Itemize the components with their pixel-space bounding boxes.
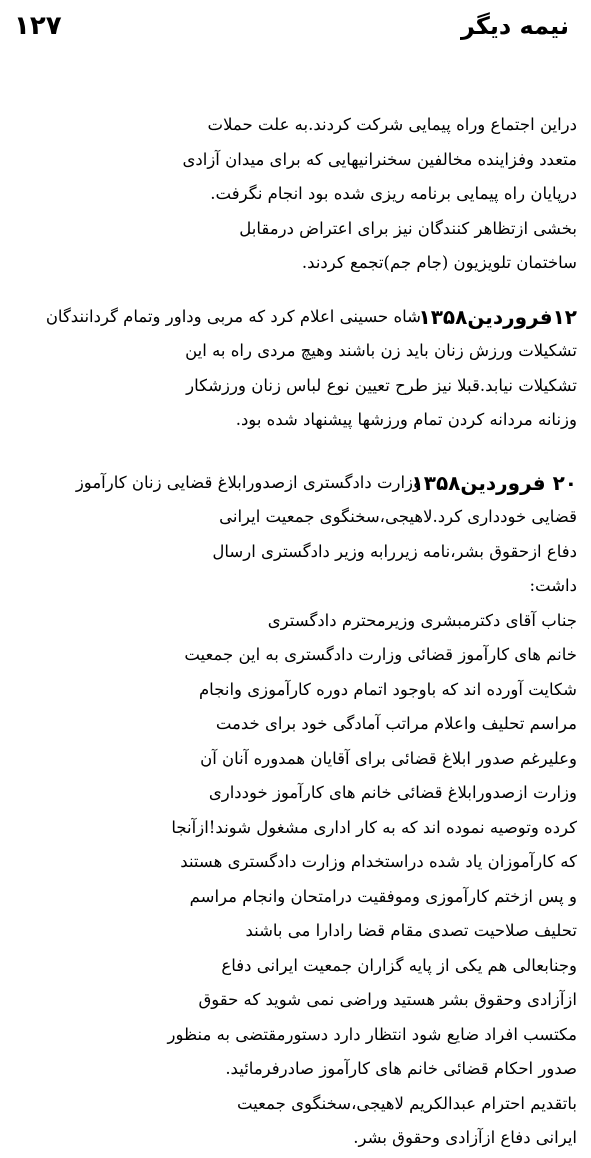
text-line: و پس ازختم کارآموزی وموفقیت درامتحان وانجام مراسم	[189, 886, 577, 906]
text-line: دراین اجتماع وراه پیمایی شرکت کردند.به علت حملات	[207, 115, 577, 134]
entry-body	[18, 466, 421, 501]
text-line: تشکیلات ورزش زنان باید زن باشند وهیچ مردی راه به این	[185, 341, 577, 360]
text-line: وجنابعالی هم یکی از پایه گزاران جمعیت ایرانی دفاع	[221, 955, 577, 975]
running-title: نیمه دیگر	[460, 12, 569, 40]
text-line: وزارت دادگستری ازصدورابلاغ قضایی زنان کارآموز	[75, 473, 421, 492]
text-line: شکایت آورده اند که باوجود اتمام دوره کارآموزی وانجام	[198, 679, 577, 699]
text-line: مکتسب افراد ضایع شود انتظار دارد دستورمقتضی به منظور	[167, 1024, 577, 1044]
text-line: وزنانه مردانه کردن تمام ورزشها پیشنهاد شده بود.	[235, 410, 577, 429]
text-line: ازآزادی وحقوق بشر هستید وراضی نمی شوید که حقوق	[198, 990, 577, 1009]
text-line: کرده وتوصیه نموده اند که به کار اداری مشغول شوند!ازآنجا	[171, 817, 577, 837]
text-line: باتقدیم احترام عبدالکریم لاهیجی،سخنگوی جمعیت	[236, 1093, 577, 1113]
text-line: متعدد وفزاینده مخالفین سخنرانیهایی که برای میدان آزادی	[182, 149, 577, 169]
entry-body-continued	[18, 500, 577, 1156]
text-line: درپایان راه پیمایی برنامه ریزی شده بود انجام نگرفت.	[210, 184, 577, 203]
text-line: که کارآموزان یاد شده دراستخدام وزارت دادگستری هستند	[180, 852, 577, 871]
page-number: ۱۲۷	[14, 11, 62, 41]
intro-paragraph	[18, 108, 577, 281]
text-line: داشت:	[529, 576, 577, 595]
entry-date: ۲۰ فروردین۱۳۵۸	[411, 471, 577, 495]
page-header	[14, 10, 569, 44]
text-line: قضایی خودداری کرد.لاهیجی،سخنگوی جمعیت ایرانی	[219, 507, 577, 526]
text-line: مراسم تحلیف واعلام مراتب آمادگی خود برای خدمت	[215, 714, 577, 733]
text-line: تشکیلات نیابد.قبلا نیز طرح تعیین نوع لباس زنان ورزشکار	[186, 375, 577, 395]
text-line: خانم های کارآموز قضائی وزارت دادگستری به این جمعیت	[184, 645, 577, 664]
text-line: تحلیف صلاحیت تصدی مقام قضا رادارا می باشند	[245, 921, 577, 940]
entry-date: ۱۲فروردین۱۳۵۸	[418, 305, 577, 329]
text-line: بخشی ازتظاهر کنندگان نیز برای اعتراض درمقابل	[239, 218, 577, 238]
text-line: ایرانی دفاع ازآزادی وحقوق بشر.	[353, 1128, 577, 1147]
entry-body-continued	[18, 334, 577, 438]
text-line: ساختمان تلویزیون (جام جم)تجمع کردند.	[301, 253, 577, 272]
text-line: شاه حسینی اعلام کرد که مربی وداور وتمام گردانندگان	[45, 307, 421, 326]
text-line: جناب آقای دکترمبشری وزیرمحترم دادگستری	[267, 610, 577, 630]
entry-body	[18, 300, 421, 335]
text-line: صدور احکام قضائی خانم های کارآموز صادرفرمائید.	[225, 1059, 577, 1078]
text-line: وزارت ازصدورابلاغ قضائی خانم های کارآموز خودداری	[208, 783, 577, 802]
text-line: دفاع ازحقوق بشر،نامه زیررابه وزیر دادگستری ارسال	[212, 541, 577, 561]
text-line: وعلیرغم صدور ابلاغ قضائی برای آقایان همدوره آنان آن	[200, 748, 577, 768]
